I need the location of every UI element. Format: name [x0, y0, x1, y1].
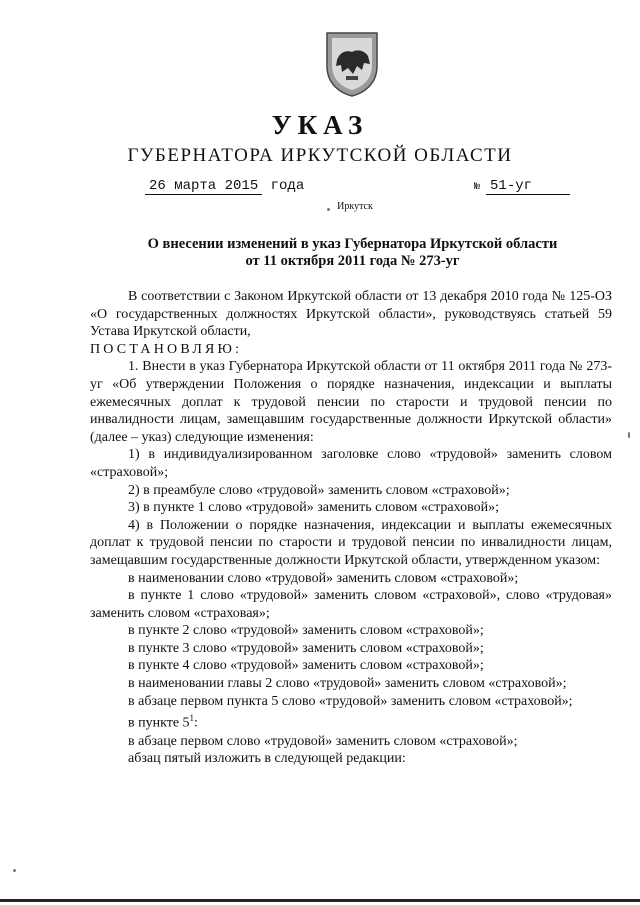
document-title: УКАЗ: [271, 110, 369, 140]
heading-line-1: О внесении изменений в указ Губернатора Иркутской области: [147, 236, 558, 252]
paragraph-10: в пункте 4 слово «трудовой» заменить словом «страховой»;: [128, 658, 484, 674]
document-number: [474, 178, 570, 195]
decree-word: ПОСТАНОВЛЯЮ:: [90, 341, 243, 357]
p13-text: в пункте 5: [128, 715, 190, 731]
paragraph-11: в наименовании главы 2 слово «трудовой» заменить словом «страховой»;: [128, 676, 567, 692]
document-date: [145, 178, 304, 194]
irkutsk-coat-of-arms-icon: [324, 30, 380, 98]
document-heading: [90, 236, 615, 270]
number-sign: №: [474, 182, 481, 193]
scan-speck: [628, 432, 630, 438]
paragraph-9: в пункте 3 слово «трудовой» заменить словом «страховой»;: [128, 640, 484, 656]
document-subtitle: ГУБЕРНАТОРА ИРКУТСКОЙ ОБЛАСТИ: [127, 145, 513, 166]
paragraph-4: 3) в пункте 1 слово «трудовой» заменить словом «страховой»;: [128, 500, 499, 516]
document-body: [90, 288, 612, 768]
paragraph-8: в пункте 2 слово «трудовой» заменить словом «страховой»;: [128, 623, 484, 639]
paragraph-7: в пункте 1 слово «трудовой» заменить словом «страховой», слово «трудовая» заменить словом «страховая»;: [90, 588, 612, 621]
p13-colon: :: [194, 715, 198, 731]
date-value: 26 марта 2015: [145, 178, 262, 195]
preamble-paragraph: В соответствии с Законом Иркутской области от 13 декабря 2010 года № 125-ОЗ «О государственных должностях Иркутской области», руководствуясь статьей 59 Устава Иркутской области,: [90, 289, 612, 340]
document-city: Иркутск: [337, 201, 373, 212]
paragraph-3: 2) в преамбуле слово «трудовой» заменить словом «страховой»;: [128, 482, 510, 498]
paragraph-5: 4) в Положении о порядке назначения, индексации и выплаты ежемесячных доплат к трудовой пенсии по старости и трудовой пенсии по инвалидности лицам, замещавшим государственные должности Иркутской области, утвержденном указом:: [90, 517, 612, 568]
paragraph-6: в наименовании слово «трудовой» заменить словом «страховой»;: [128, 570, 519, 586]
number-value: 51-уг: [486, 178, 570, 195]
heading-line-2: от 11 октября 2011 года № 273-уг: [245, 253, 460, 269]
paragraph-15: абзац пятый изложить в следующей редакции:: [128, 751, 406, 767]
paragraph-12: в абзаце первом пункта 5 слово «трудовой» заменить словом «страховой»;: [128, 693, 573, 709]
paragraph-1: 1. Внести в указ Губернатора Иркутской области от 11 октября 2011 года № 273-уг «Об утверждении Положения о порядке назначения, индексации и выплаты ежемесячных доплат к трудовой пенсии по старости и трудовой пенсии по инвалидности лицам, замещавшим государственные должности Иркутской области» (далее – указ) следующие изменения:: [90, 359, 612, 445]
date-suffix: года: [270, 178, 305, 194]
scan-speck: [327, 208, 330, 211]
p13-superscript: 1: [189, 713, 195, 724]
paragraph-14: в абзаце первом слово «трудовой» заменить словом «страховой»;: [128, 733, 518, 749]
paragraph-2: 1) в индивидуализированном заголовке слово «трудовой» заменить словом «страховой»;: [90, 447, 612, 480]
paragraph-13: [90, 710, 612, 732]
scan-speck: [13, 869, 16, 872]
scan-edge-line: [0, 899, 640, 902]
